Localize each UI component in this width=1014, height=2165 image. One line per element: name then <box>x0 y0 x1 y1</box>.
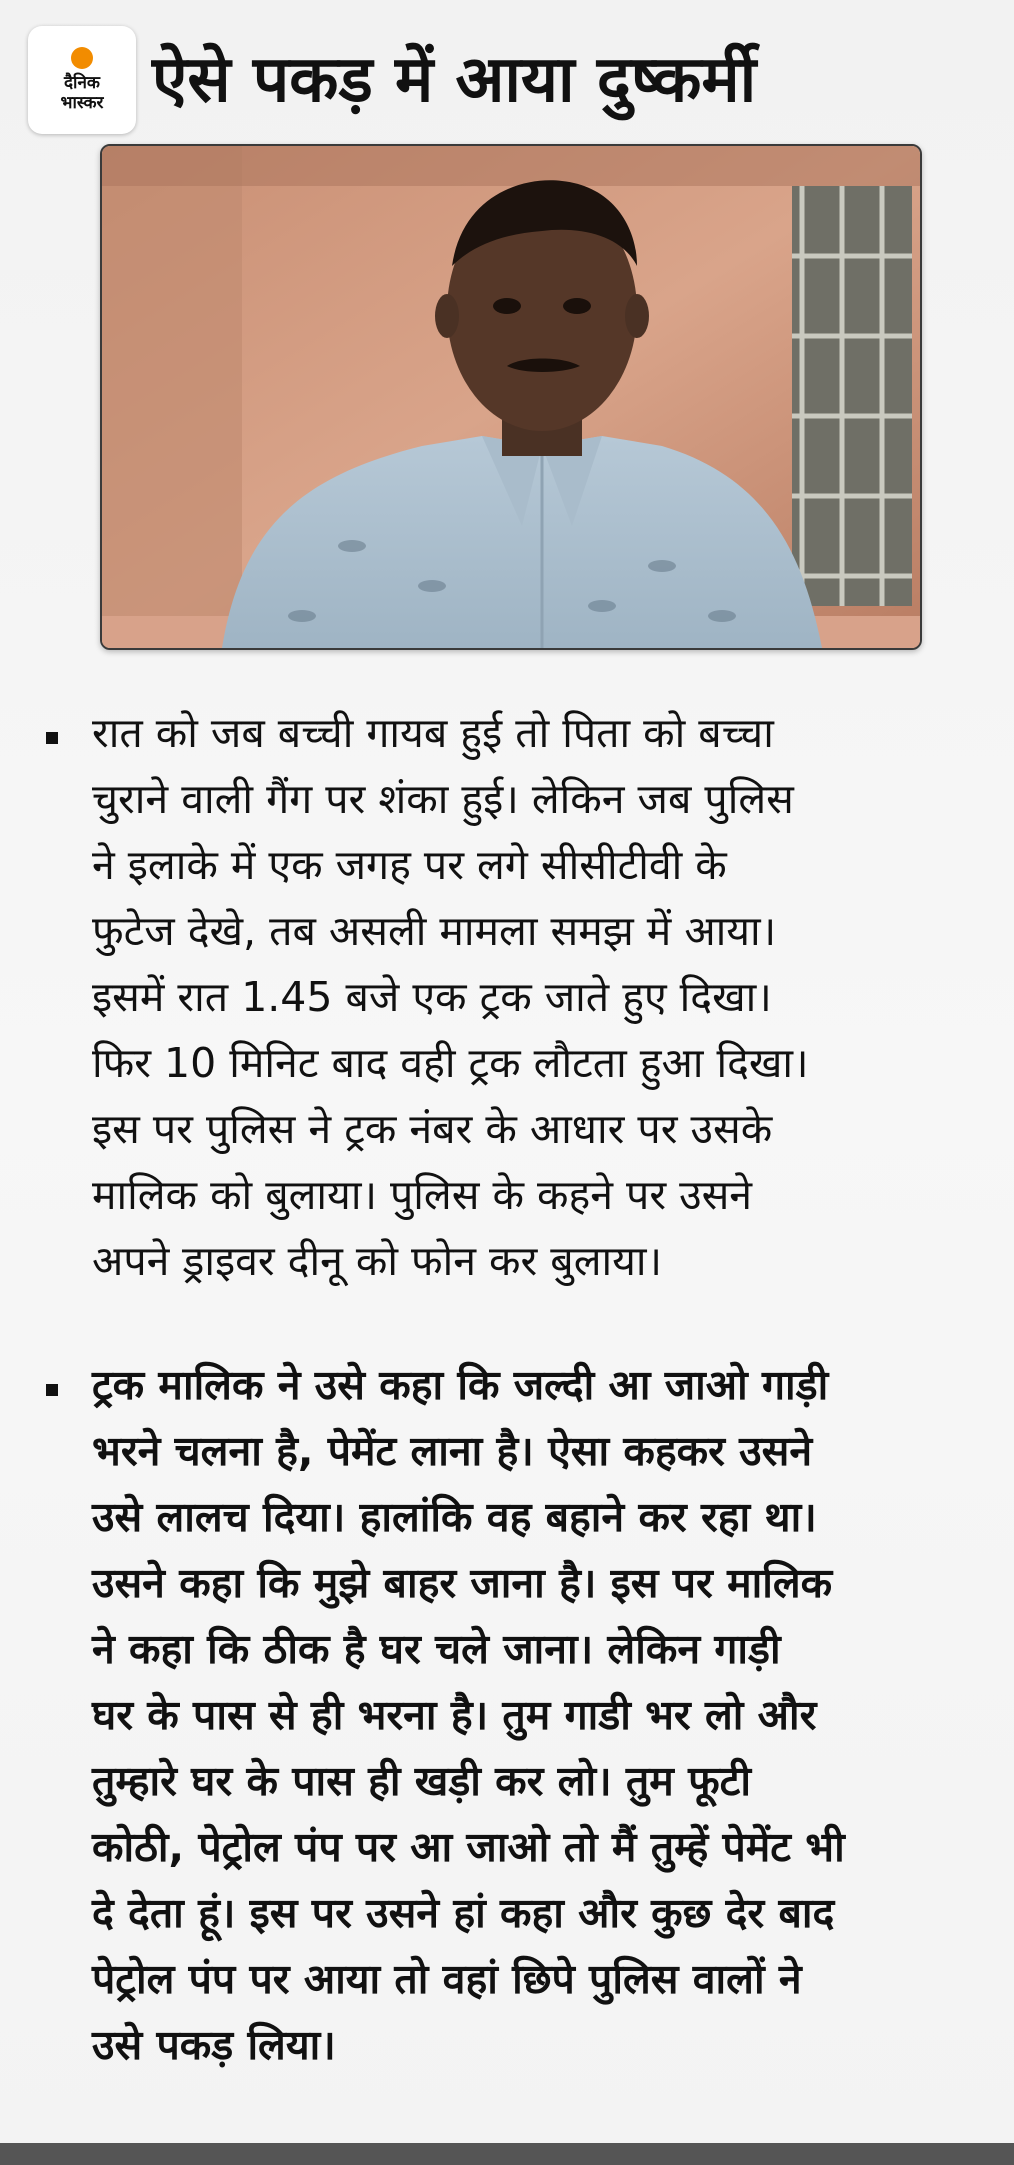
sun-icon <box>71 47 93 69</box>
bullet-text: रात को जब बच्ची गायब हुई तो पिता को बच्चा चुराने वाली गैंग पर शंका हुई। लेकिन जब पुलिस ने इलाके में एक जगह पर लगे सीसीटीवी के फुटेज देखे, तब असली मामला समझ में आया। इसमें रात 1.45 बजे एक ट्रक जाते हुए दिखा। फिर 10 मिनिट बाद वही ट्रक लौटता हुआ दिखा। इस पर पुलिस ने ट्रक नंबर के आधार पर उसके मालिक को बुलाया। पुलिस के कहने पर उसने अपने ड्राइवर दीनू को फोन कर बुलाया। <box>92 709 809 1285</box>
bullet-text: ट्रक मालिक ने उसे कहा कि जल्दी आ जाओ गाड़ी भरने चलना है, पेमेंट लाना है। ऐसा कहकर उसने उसे लालच दिया। हालांकि वह बहाने कर रहा था। उसने कहा कि मुझे बाहर जाना है। इस पर मालिक ने कहा कि ठीक है घर चले जाना। लेकिन गाड़ी घर के पास से ही भरना है। तुम गाडी भर लो और तुम्हारे घर के पास ही खड़ी कर लो। तुम फूटी कोठी, पेट्रोल पंप पर आ जाओ तो मैं तुम्हें पेमेंट भी दे देता हूं। इस पर उसने हां कहा और कुछ देर बाद पेट्रोल पंप पर आया तो वहां छिपे पुलिस वालों ने उसे पकड़ लिया। <box>92 1361 845 2069</box>
logo-text-line2: भास्कर <box>60 93 104 113</box>
arrested-man-photo <box>100 144 922 650</box>
bullet-square-icon <box>46 732 58 744</box>
bullet-square-icon <box>46 1384 58 1396</box>
photo-illustration <box>102 146 920 648</box>
footer-bar <box>0 2143 1014 2165</box>
page-title: ऐसे पकड़ में आया दुष्कर्मी <box>152 43 757 117</box>
header <box>28 26 988 136</box>
logo-text-line1: दैनिक <box>64 73 100 93</box>
dainik-bhaskar-logo[interactable] <box>28 26 136 134</box>
